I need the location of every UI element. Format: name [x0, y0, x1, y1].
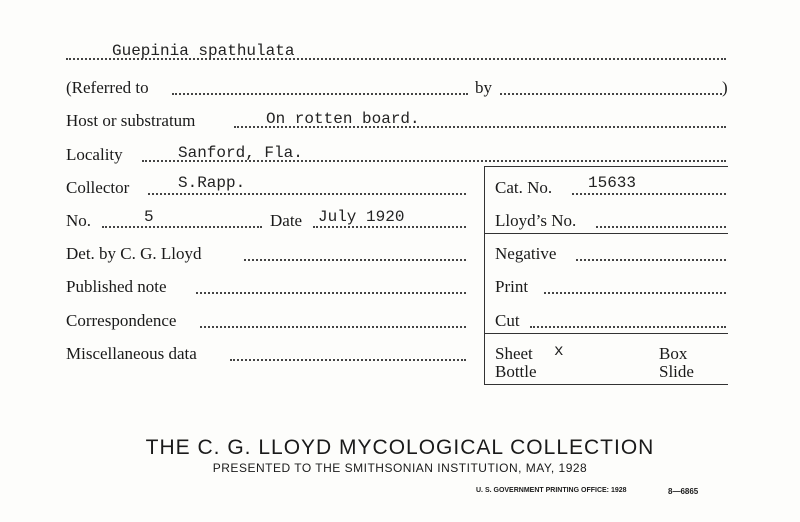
referred-label: (Referred to — [66, 78, 149, 97]
lloyds-no-label: Lloyd’s No. — [495, 211, 577, 230]
collector-value: S.Rapp. — [178, 174, 246, 192]
gpo-imprint: U. S. GOVERNMENT PRINTING OFFICE: 1928 — [476, 487, 627, 494]
locality-value: Sanford, Fla. — [178, 144, 303, 162]
det-line — [244, 259, 466, 261]
no-line — [102, 226, 262, 228]
date-line — [313, 226, 466, 228]
no-label: No. — [66, 211, 92, 230]
print-label: Print — [495, 277, 529, 296]
cut-label: Cut — [495, 311, 520, 330]
published-label: Published note — [66, 277, 167, 296]
locality-label: Locality — [66, 145, 123, 164]
correspondence-line — [200, 326, 466, 328]
date-label: Date — [270, 211, 303, 230]
misc-line — [230, 359, 466, 361]
referred-line — [172, 93, 468, 95]
negative-label: Negative — [495, 244, 557, 263]
cut-line — [530, 326, 726, 328]
by-line — [500, 93, 722, 95]
species-name: Guepinia spathulata — [112, 42, 295, 60]
print-line — [544, 292, 726, 294]
bottle-label: Bottle — [495, 362, 537, 381]
collector-label: Collector — [66, 178, 130, 197]
by-label: by — [475, 78, 492, 97]
cat-no-label: Cat. No. — [495, 178, 553, 197]
det-label: Det. by C. G. Lloyd — [66, 244, 202, 263]
no-value: 5 — [144, 208, 154, 226]
negative-line — [576, 259, 726, 261]
host-label: Host or substratum — [66, 111, 196, 130]
collector-line — [148, 193, 466, 195]
collection-subtitle: PRESENTED TO THE SMITHSONIAN INSTITUTION, MAY, 1928 — [212, 461, 588, 475]
sheet-mark: x — [554, 342, 564, 360]
host-value: On rotten board. — [266, 110, 420, 128]
cat-no-value: 15633 — [588, 174, 637, 192]
box-left-border — [484, 166, 485, 384]
close-paren: ) — [722, 78, 728, 97]
box-bottom-border — [484, 384, 728, 385]
correspondence-label: Correspondence — [66, 311, 177, 330]
date-value: July 1920 — [318, 208, 405, 226]
slide-label: Slide — [659, 362, 694, 381]
box-top-border — [484, 166, 728, 167]
misc-label: Miscellaneous data — [66, 344, 197, 363]
form-code: 8—6865 — [668, 487, 699, 496]
collection-title: THE C. G. LLOYD MYCOLOGICAL COLLECTION — [145, 436, 655, 459]
published-line — [196, 292, 466, 294]
lloyds-no-line — [596, 226, 726, 228]
box-divider-2 — [484, 333, 728, 334]
cat-no-line — [572, 193, 726, 195]
box-label: Box — [659, 344, 688, 363]
sheet-label: Sheet — [495, 344, 533, 363]
box-divider-1 — [484, 233, 728, 234]
